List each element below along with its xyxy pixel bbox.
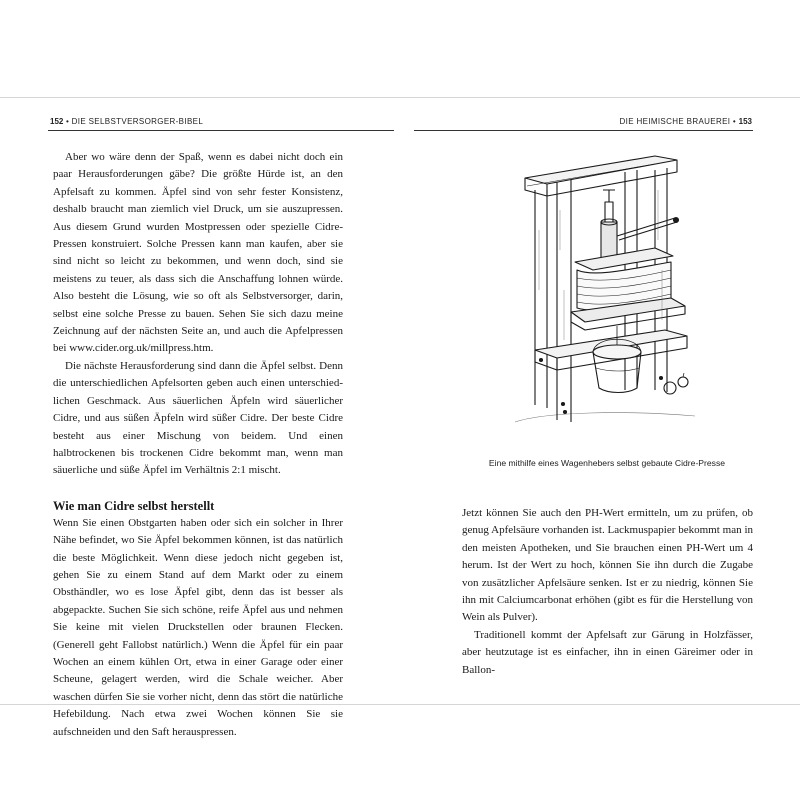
paragraph: Jetzt können Sie auch den PH-Wert ermitteln, um zu prüfen, ob genug Apfelsäure vorhanden ist. Lackmuspapier bekommt man in den meisten Apotheken, und Sie brauchen einen PH-Wert um 4 herum. Ist der Wert zu hoch, können Sie ihn durch die Zugabe von zusätzlicher Apfelsäure senken. Ist er zu niedrig, können Sie ihn mit Calciumcarbonat erhöhen (gibt es für die Herstellung von Wein als Pulver). <box>462 507 753 624</box>
right-page-number: 153 <box>738 117 752 126</box>
paragraph: Wenn Sie einen Obstgarten haben oder sich ein solcher in Ihrer Nähe befindet, wo Sie Äpfel bekommen können, ist das natürlich die beste Möglichkeit. Wenn diese jedoch nicht gegeben ist, gehen Sie zu einem Stand auf dem Markt oder zu einem Obsthändler, wo es lose Äpfel gibt, denn das ist besser als abgepackte. Suchen Sie sich schöne, reife Äpfel aus und nehmen Sie keine mit vielen Druckstellen oder braunen Flecken. (Generell geht Fallobst natürlich.) Wenn die Äpfel für ein paar Wochen an einem kühlen Ort, etwa in einer Garage oder einer Scheune, gelagert werden, wird die Schale weicher. Aber waschen dürfen Sie sie vorher nicht, denn das stört die natürliche Hefebildung. Nach etwa zwei Wochen können Sie sie aufschneiden und den Saft herauspressen. <box>53 516 343 738</box>
left-page-number: 152 <box>50 117 64 126</box>
right-header-title: DIE HEIMISCHE BRAUEREI • <box>619 117 737 126</box>
section-heading: Wie man Cidre selbst herstellt <box>53 498 215 513</box>
paragraph: Die nächste Herausforderung sind dann die Äpfel selbst. Denn die unterschiedlichen Apfelsorten geben auch einen unterschiedlichen Geschmack. Aus säuerlichen Äpfeln wird säuerlicher Cidre, und aus süßen Äpfeln wird süßer Cidre. Der beste Cidre besteht aus einer Mischung von beidem. Und einen halbtrockenen bis trockenen Cidre bekommt man, wenn man säuerliche und süße Äpfel im Verhältnis 2:1 mischt. <box>53 359 343 477</box>
cider-press-illustration <box>505 150 705 440</box>
left-header-title: • DIE SELBSTVERSORGER-BIBEL <box>65 117 204 126</box>
left-page-body <box>53 149 343 741</box>
figure-caption: Eine mithilfe eines Wagenhebers selbst gebaute Cidre-Presse <box>488 458 726 468</box>
right-running-head <box>620 117 753 126</box>
left-header-rule <box>48 130 394 131</box>
right-header-rule <box>414 130 753 131</box>
paragraph: Aber wo wäre denn der Spaß, wenn es dabei nicht doch ein paar Herausforderungen gäbe? Die größte Hürde ist, an den Apfelsaft zu kommen. Äpfel sind von sehr fester Konsistenz, deshalb braucht man ziemlich viel Druck, um sie auszupressen. Aus diesem Grund wurden Mostpressen oder spezielle Cidre-Pressen konstruiert. Solche Pressen kann man kaufen, aber sie sind nicht so leicht zu bekommen, und wenn doch, sind sie meistens zu teuer, als dass sich die Anschaffung lohnen würde. Also besteht die Lösung, wie so oft als Selbstversorger, darin, selbst eine solche Presse zu bauen. Sehen Sie sich dazu meine Zeichnung auf der nächsten Seite an, und auch die Apfelpressen bei www.cider.org.uk/millpress.htm. <box>53 151 343 355</box>
paragraph: Traditionell kommt der Apfelsaft zur Gärung in Holzfässer, aber heutzutage ist es einfacher, ihn in einen Gäreimer oder in Ballon- <box>462 628 753 676</box>
left-running-head <box>50 117 203 126</box>
right-page-body <box>462 505 753 679</box>
